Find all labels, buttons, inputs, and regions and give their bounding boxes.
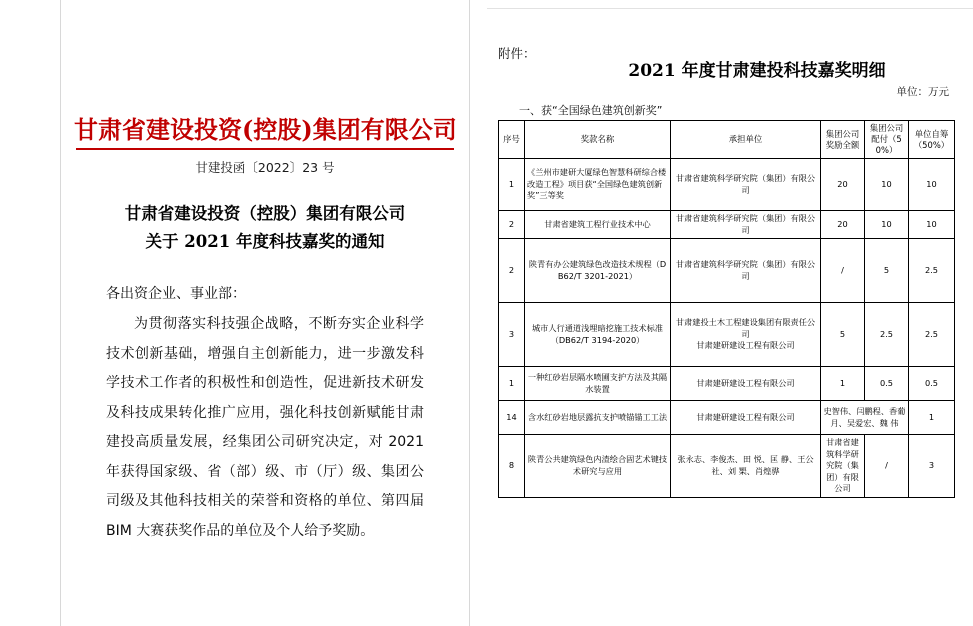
section-heading: 一、获“全国绿色建筑创新奖” (519, 104, 663, 117)
document-title-line-2: 关于 2021 年度科技嘉奖的通知 (145, 232, 385, 251)
cell-total: 20 (821, 159, 865, 211)
cell-contributors: 张永志、李俊杰、田 悦、匡 静、王公社、刘 榘、肖煌骅 (671, 435, 821, 498)
cell-self: 10 (909, 211, 955, 239)
cell-contributors: 史智伟、闫鹏程、香葡月、吴爱宏、魏 伟 (821, 401, 909, 435)
cell-match: 10 (865, 159, 909, 211)
attachment-title: 2021 年度甘肃建投科技嘉奖明细 (628, 61, 886, 81)
cell-total: 20 (821, 211, 865, 239)
cell-award-name: 含水红砂岩地层露抗支护喷锚锚工工法 (525, 401, 671, 435)
header-unit-self: 单位自筹（50%） (909, 121, 955, 159)
cell-index: 3 (499, 303, 525, 367)
cell-match: 0.5 (865, 367, 909, 401)
cell-index: 1 (499, 159, 525, 211)
header-index: 序号 (499, 121, 525, 159)
cell-index: 1 (499, 367, 525, 401)
cell-total: 5 (821, 303, 865, 367)
table-row (499, 401, 955, 435)
cell-unit: 甘肃省建筑科学研究院（集团）有限公司 (671, 211, 821, 239)
letterhead-rule (76, 148, 454, 150)
right-document-page (487, 8, 973, 626)
left-document-page (60, 0, 470, 626)
table-row (499, 435, 955, 498)
table-row (499, 159, 955, 211)
cell-index: 2 (499, 211, 525, 239)
cell-unit: 甘肃建研建设工程有限公司 (671, 401, 821, 435)
attachment-label: 附件： (498, 46, 536, 61)
cell-award-name: 《兰州市建研大厦绿色智慧科研综合楼改造工程》项目获“全国绿色建筑创新奖”三等奖 (525, 159, 671, 211)
header-group-match: 集团公司配付（50%） (865, 121, 909, 159)
cell-unit-line-1: 甘肃建投土木工程建设集团有限责任公司 (675, 317, 816, 339)
table-row (499, 239, 955, 303)
cell-match: 10 (865, 211, 909, 239)
cell-match: 2.5 (865, 303, 909, 367)
cell-match: 5 (865, 239, 909, 303)
cell-unit: 甘肃省建筑科学研究院（集团）有限公司 (821, 435, 865, 498)
header-responsible-unit: 承担单位 (671, 121, 821, 159)
header-group-total: 集团公司奖励全额 (821, 121, 865, 159)
page-top-edge (487, 8, 973, 9)
cell-award-name: 一种红砂岩层隔水喷圃支护方法及其隔水装置 (525, 367, 671, 401)
cell-total: / (865, 435, 909, 498)
cell-unit (671, 303, 821, 367)
document-number: 甘建投函〔2022〕23 号 (195, 160, 335, 175)
cell-index: 2 (499, 239, 525, 303)
cell-total: 1 (821, 367, 865, 401)
cell-self: 2.5 (909, 239, 955, 303)
cell-unit: 甘肃省建筑科学研究院（集团）有限公司 (671, 239, 821, 303)
page-right-edge (469, 0, 470, 626)
cell-award-name: 陕青有办公建筑绿色改造技术规程（DB62/T 3201-2021） (525, 239, 671, 303)
salutation: 各出资企业、事业部： (106, 286, 246, 302)
header-award-name: 奖款名称 (525, 121, 671, 159)
document-title (90, 200, 440, 256)
company-letterhead: 甘肃省建设投资(控股)集团有限公司 (74, 115, 457, 144)
cell-self: 1 (909, 401, 955, 435)
document-title-line-1: 甘肃省建设投资（控股）集团有限公司 (124, 204, 406, 223)
cell-total: / (821, 239, 865, 303)
cell-unit: 甘肃省建筑科学研究院（集团）有限公司 (671, 159, 821, 211)
cell-index: 14 (499, 401, 525, 435)
document-body: 为贯彻落实科技强企战略，不断夯实企业科学技术创新基础，增强自主创新能力，进一步激发科学技术工作者的积极性和创造性，促进新技术研发及科技成果转化推广应用，强化科技创新赋能甘肃建投高质量发展，经集团公司研究决定，对 2021 年获得国家级、省（部）级、市（厅）级、集团公司级及其他科技相关的荣誉和资格的单位、第四届 BIM 大赛获奖作品的单位及个人给予奖励。 (106, 316, 424, 539)
table-row (499, 367, 955, 401)
cell-self: 0.5 (909, 367, 955, 401)
award-detail-table (498, 120, 955, 498)
page-left-edge (60, 0, 61, 626)
cell-award-name: 甘肃省建筑工程行业技术中心 (525, 211, 671, 239)
table-row (499, 211, 955, 239)
cell-unit: 甘肃建研建设工程有限公司 (671, 367, 821, 401)
table-row (499, 303, 955, 367)
cell-self: 10 (909, 159, 955, 211)
cell-award-name: 城市人行通道浅埋暗挖施工技术标准（DB62/T 3194-2020） (525, 303, 671, 367)
cell-index: 8 (499, 435, 525, 498)
table-header-row (499, 121, 955, 159)
cell-unit-line-2: 甘肃建研建设工程有限公司 (696, 340, 795, 351)
unit-note: 单位：万元 (896, 86, 949, 98)
cell-self: 2.5 (909, 303, 955, 367)
cell-award-name: 陕青公共建筑绿色内渣绘合固艺术键技术研究与应用 (525, 435, 671, 498)
cell-self: 3 (909, 435, 955, 498)
